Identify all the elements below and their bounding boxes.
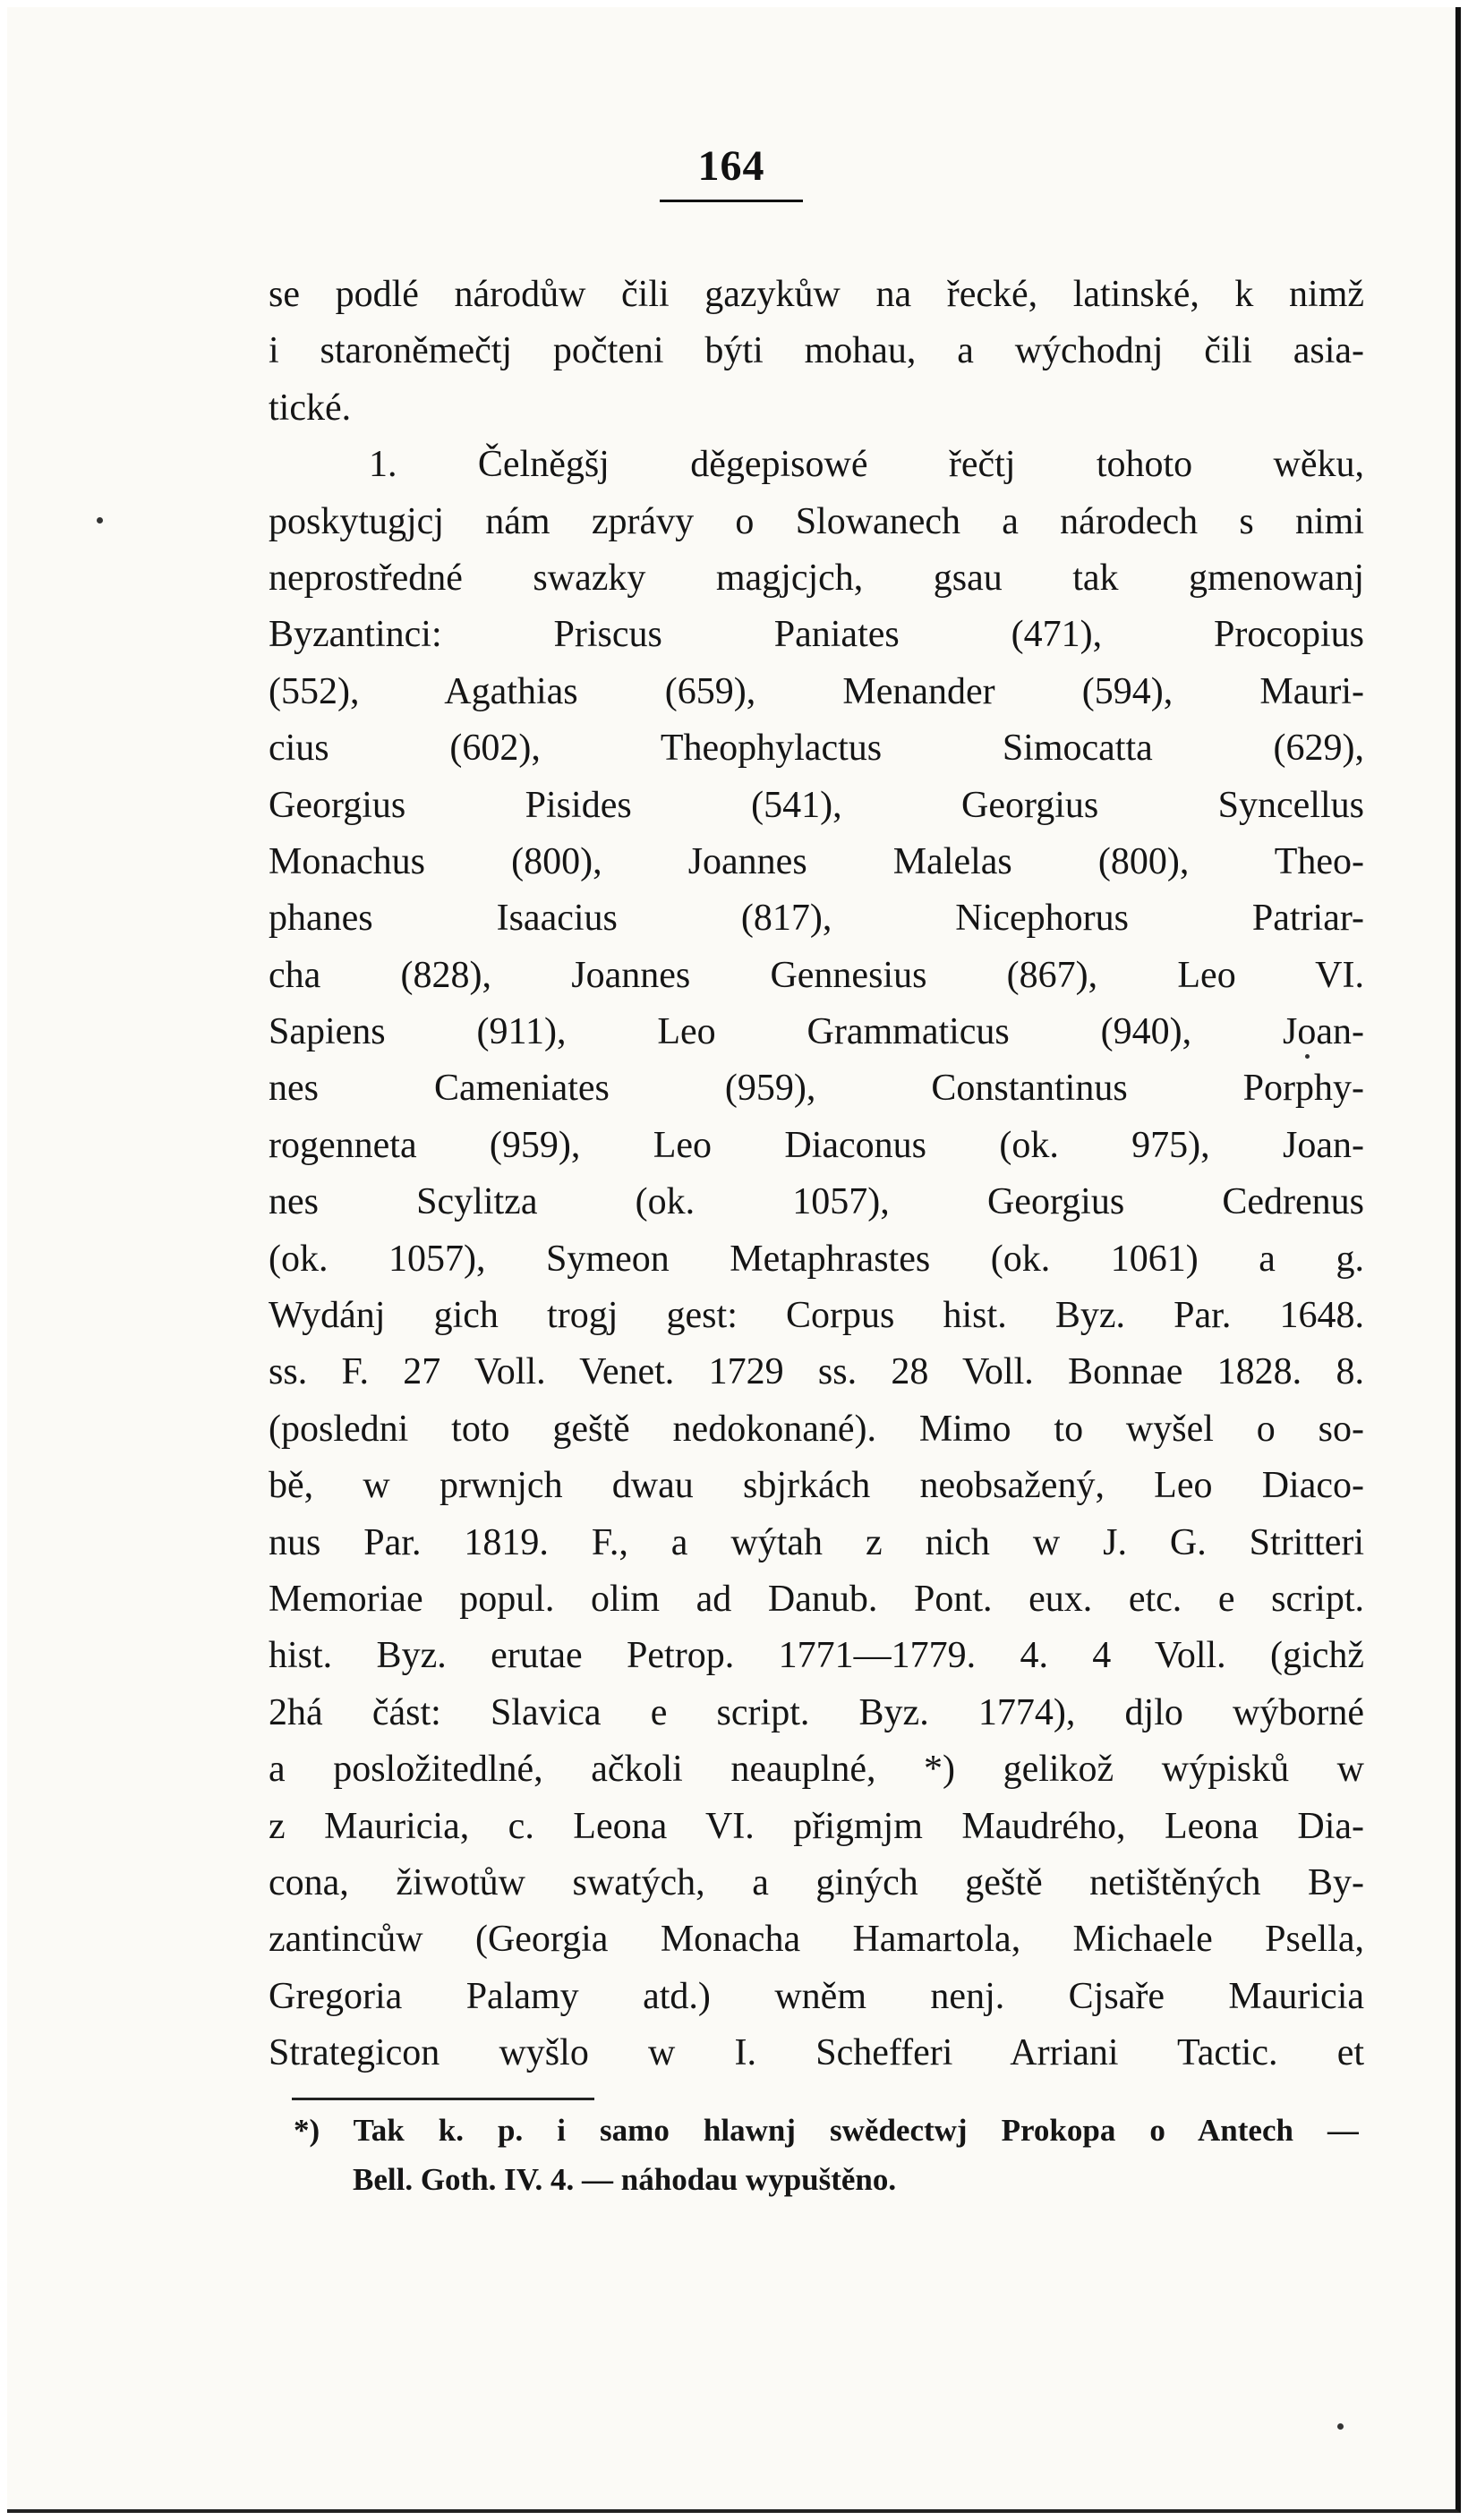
text-line: Gregoria Palamy atd.) wněm nenj. Cjsaře Mauricia bbox=[269, 1975, 1364, 2017]
text-line: Sapiens (911), Leo Grammaticus (940), Joan- bbox=[269, 1011, 1364, 1053]
text-line: (posledni toto geště nedokonané). Mimo to wyšel o so- bbox=[269, 1408, 1364, 1450]
footnote bbox=[294, 2106, 1359, 2204]
body-text bbox=[269, 267, 1364, 2082]
text-line: neprostředné swazky magjcjch, gsau tak gmenowanj bbox=[269, 557, 1364, 599]
text-line: 2há část: Slavica e script. Byz. 1774), djlo wýborné bbox=[269, 1691, 1364, 1733]
text-line: phanes Isaacius (817), Nicephorus Patriar- bbox=[269, 898, 1364, 940]
text-line: i staroněmečtj počteni býti mohau, a wýchodnj čili asia- bbox=[269, 330, 1364, 372]
paper-speck bbox=[1305, 1054, 1310, 1059]
text-line: Monachus (800), Joannes Malelas (800), Theo- bbox=[269, 840, 1364, 882]
text-line: a posložitedlné, ačkoli neauplné, *) gelikož wýpisků w bbox=[269, 1749, 1364, 1791]
paper-speck bbox=[1337, 2423, 1344, 2430]
text-line: z Mauricia, c. Leona VI. přigmjm Maudrého, Leona Dia- bbox=[269, 1805, 1364, 1847]
text-line: nes Scylitza (ok. 1057), Georgius Cedrenus bbox=[269, 1181, 1364, 1223]
text-line: cona, žiwotůw swatých, a giných geště netištěných By- bbox=[269, 1861, 1364, 1903]
text-line: cius (602), Theophylactus Simocatta (629), bbox=[269, 728, 1364, 770]
text-line: (552), Agathias (659), Menander (594), Mauri- bbox=[269, 670, 1364, 712]
footnote-line: *) Tak k. p. i samo hlawnj swědectwj Prokopa o Antech — bbox=[294, 2113, 1359, 2148]
paper-speck bbox=[97, 517, 103, 524]
text-line: 1. Čelněgšj děgepisowé řečtj tohoto wěku, bbox=[369, 444, 1364, 486]
text-line: Georgius Pisides (541), Georgius Syncellus bbox=[269, 784, 1364, 826]
text-line: poskytugjcj nám zprávy o Slowanech a národech s nimi bbox=[269, 500, 1364, 542]
text-line: nus Par. 1819. F., a wýtah z nich w J. G. Stritteri bbox=[269, 1521, 1364, 1563]
text-line: se podlé národůw čili gazykůw na řecké, latinské, k nimž bbox=[269, 274, 1364, 315]
text-line: Byzantinci: Priscus Paniates (471), Procopius bbox=[269, 614, 1364, 656]
text-line: (ok. 1057), Symeon Metaphrastes (ok. 1061) a g. bbox=[269, 1238, 1364, 1280]
text-line: Strategicon wyšlo w I. Schefferi Arriani Tactic. et bbox=[269, 2032, 1364, 2074]
text-line: ss. F. 27 Voll. Venet. 1729 ss. 28 Voll. Bonnae 1828. 8. bbox=[269, 1351, 1364, 1393]
text-line: rogenneta (959), Leo Diaconus (ok. 975), Joan- bbox=[269, 1124, 1364, 1166]
text-line: hist. Byz. erutae Petrop. 1771—1779. 4. 4 Voll. (gichž bbox=[269, 1635, 1364, 1677]
text-line: Wydánj gich trogj gest: Corpus hist. Byz. Par. 1648. bbox=[269, 1295, 1364, 1337]
text-line: Memoriae popul. olim ad Danub. Pont. eux. etc. e script. bbox=[269, 1578, 1364, 1620]
footnote-line: Bell. Goth. IV. 4. — náhodau wypuštěno. bbox=[353, 2162, 897, 2197]
page-header bbox=[7, 141, 1455, 202]
text-line: bě, w prwnjch dwau sbjrkách neobsažený, Leo Diaco- bbox=[269, 1465, 1364, 1507]
book-page bbox=[7, 7, 1461, 2513]
text-line: nes Cameniates (959), Constantinus Porphy- bbox=[269, 1068, 1364, 1110]
text-line: tické. bbox=[269, 387, 352, 429]
text-line: zantincůw (Georgia Monacha Hamartola, Michaele Psella, bbox=[269, 1919, 1364, 1961]
footnote-divider bbox=[292, 2098, 594, 2100]
text-line: cha (828), Joannes Gennesius (867), Leo VI. bbox=[269, 954, 1364, 996]
page-number: 164 bbox=[660, 141, 803, 202]
